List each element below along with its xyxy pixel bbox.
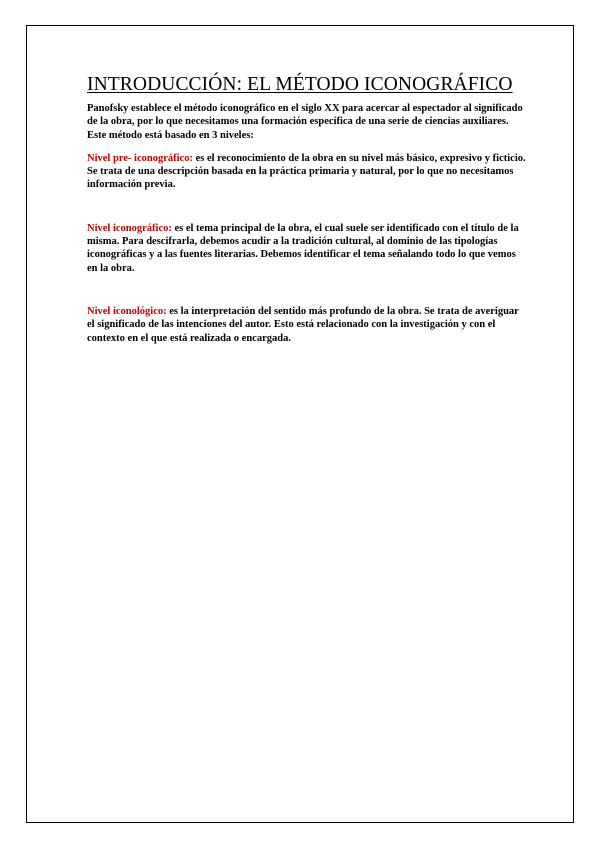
level-paragraph-iconographic [87,222,527,275]
intro-paragraph: Panofsky establece el método iconográfico en el siglo XX para acercar al espectador al significado de la obra, por lo que necesitamos una formación específica de una serie de ciencias auxiliares. Este método está basado en 3 niveles: [87,103,523,141]
level-label-iconological: Nivel iconológico: [87,305,167,317]
level-paragraph-iconological [87,305,527,345]
level-text-pre-iconographic: es el reconocimiento de la obra en su nivel más básico, expresivo y ficticio. Se trata de una descripción basada en la práctica primaria y natural, por lo que no necesitamos información previa. [87,152,526,191]
level-label-iconographic: Nivel iconográfico: [87,222,172,234]
level-label-pre-iconographic: Nivel pre- iconográfico: [87,152,193,164]
level-text-iconographic: es el tema principal de la obra, el cual suele ser identificado con el título de la misma. Para descifrarla, debemos acudir a la tradición cultural, al dominio de las tipologías iconográficas y a las fuentes literarias. Debemos identificar el tema señalando todo lo que vemos en la obra. [87,222,519,274]
page-title: INTRODUCCIÓN: EL MÉTODO ICONOGRÁFICO [87,74,513,95]
document-content [87,74,527,345]
document-page [26,25,574,823]
level-paragraph-pre-iconographic [87,152,527,192]
level-text-iconological: es la interpretación del sentido más profundo de la obra. Se trata de averiguar el significado de las intenciones del autor. Esto está relacionado con la investigación y con el contexto en el que está realizada o encargada. [87,305,519,344]
